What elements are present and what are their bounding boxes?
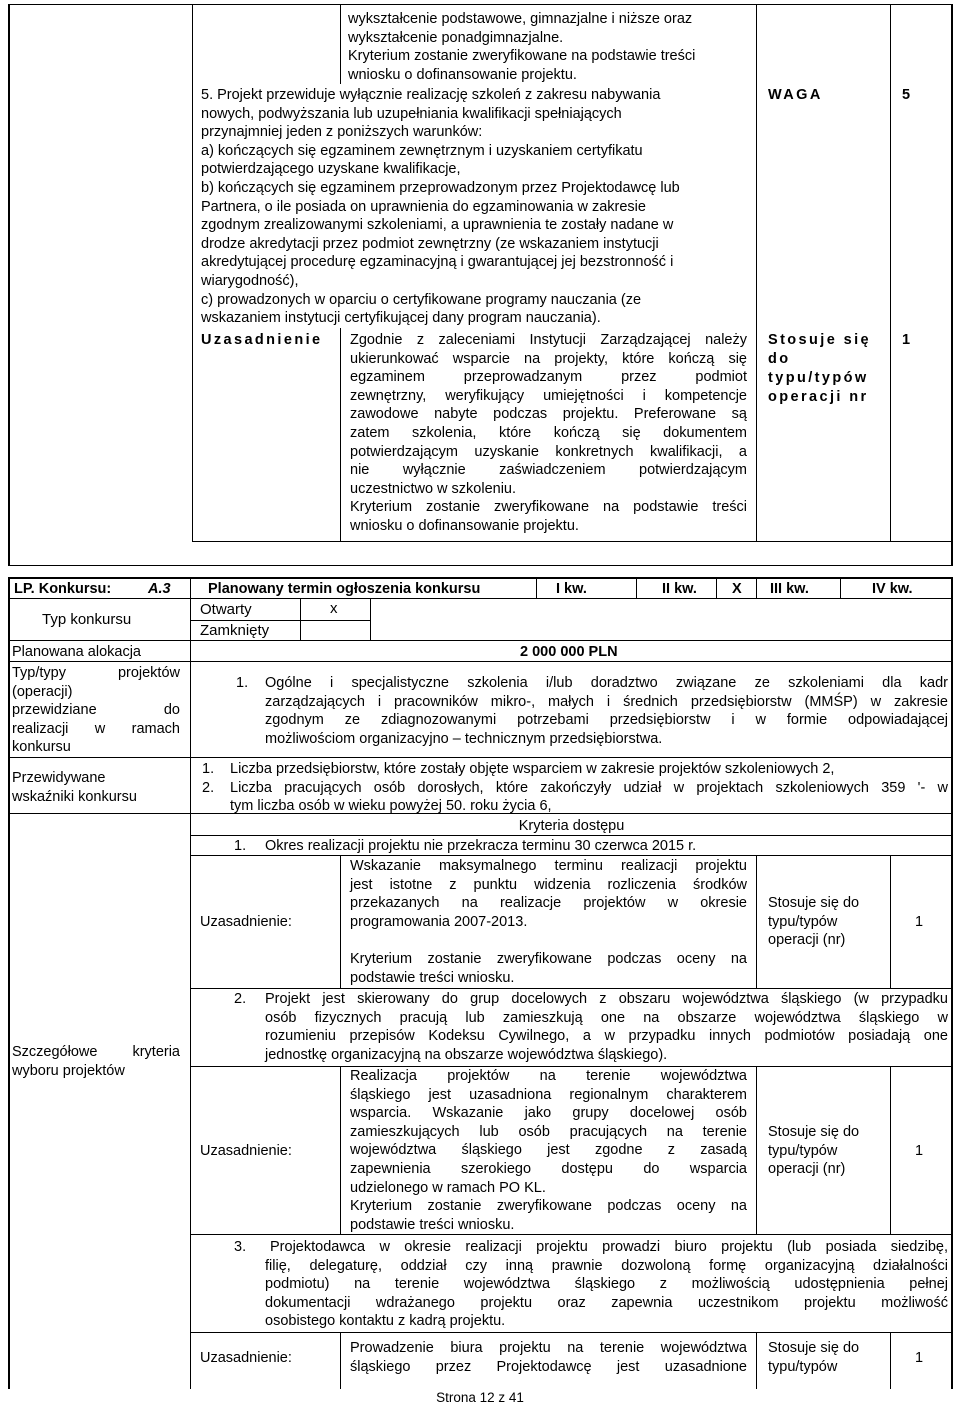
table-border xyxy=(190,620,370,621)
uzasadnienie-line: zewnętrzny, weryfikujący umiejętności i kompetencje xyxy=(350,387,747,404)
table-border xyxy=(756,1332,757,1389)
criterion-2-uzas-label: Uzasadnienie: xyxy=(200,1143,292,1159)
uzas-line: Kryterium zostanie zweryfikowane podczas oceny na xyxy=(350,1198,747,1215)
uzasadnienie-label: Uzasadnienie xyxy=(201,332,323,348)
typy-label-line: Typ/typy projektów xyxy=(12,665,180,681)
table-border xyxy=(890,1332,891,1389)
table-border xyxy=(192,4,193,84)
uzasadnienie-line: uczestnictwo w szkoleniu. xyxy=(350,480,517,497)
uzas-line: śląskiego przez Projektodawcę jest uzasadnione xyxy=(350,1358,747,1375)
uzas-line: podstawie treści wniosku. xyxy=(350,1216,515,1233)
stosuje-line: typu/typów xyxy=(768,1142,838,1159)
criterion-line: a) kończących się egzaminem zewnętrznym i uzyskaniem certyfikatu xyxy=(201,142,643,159)
criterion-3-stosuje xyxy=(768,1339,859,1376)
table-border xyxy=(951,577,953,1389)
criterion-line: nowych, podwyższania lub uzupełniania kwalifikacji spełniających xyxy=(201,105,622,122)
criterion-1-stosuje xyxy=(768,894,859,950)
stosuje-line: operacji (nr) xyxy=(768,1161,846,1178)
criterion-line: podmiotu) na terenie województwa śląskiego z możliwością udostępnienia pełnej xyxy=(265,1276,948,1293)
uzas-line xyxy=(350,931,747,950)
table-border xyxy=(192,84,193,542)
uzasadnienie-line: potwierdzającym uzyskanie konkretnych kwalifikacji, a xyxy=(350,443,747,460)
table-border xyxy=(8,4,953,5)
table-border xyxy=(190,641,191,1389)
lp-label: LP. Konkursu: xyxy=(14,581,112,597)
stosuje-label xyxy=(768,331,871,407)
criterion-line: drodze akredytacji przez podmiot zewnętrzny (ze wskazaniem instytucji xyxy=(201,235,659,252)
uzasadnienie-text xyxy=(350,331,747,536)
uzas-line: Prowadzenie biura projektu na terenie województwa xyxy=(350,1340,747,1356)
criterion-1-text: Okres realizacji projektu nie przekracza terminu 30 czerwca 2015 r. xyxy=(265,838,697,854)
typy-label xyxy=(12,664,180,757)
criterion-line: Projektodawca w okresie realizacji projektu prowadzi biuro projektu (lub posiada siedzibę, xyxy=(270,1239,948,1255)
table-border xyxy=(840,577,841,599)
criterion-line: zgodnym zrealizowanymi szkoleniami, a uprawnienia te zostały nadane w xyxy=(201,217,674,234)
waga-value: 5 xyxy=(902,87,911,103)
table-border xyxy=(340,328,341,541)
quarter-2: II kw. xyxy=(662,581,697,597)
uzasadnienie-line: nie wyłącznie zaświadczeniem potwierdzającym xyxy=(350,462,747,479)
criterion-2-text xyxy=(265,990,948,1064)
typy-item-line: zarządzających i pracowników mikro-, małych i średnich przedsiębiorstw (MMŚP) w zakresie xyxy=(265,693,948,710)
typy-label-line: przewidziane do xyxy=(12,702,180,719)
uzasadnienie-line: zawodowe nabyte podczas projektu. Preferowane są xyxy=(350,406,747,423)
uzas-line: Realizacja projektów na terenie województwa xyxy=(350,1068,747,1084)
criterion-1-uzas-label: Uzasadnienie: xyxy=(200,914,292,930)
uzas-line: jest istotne z punktu widzenia rozliczenia środków xyxy=(350,876,747,893)
typy-label-line: konkursu xyxy=(12,739,71,756)
stosuje-line: typu/typów xyxy=(768,370,869,386)
uzas-line: zamieszkujących lub osób pracujących na terenie xyxy=(350,1123,747,1140)
table-border xyxy=(890,1066,891,1234)
uzasadnienie-line: wniosku o dofinansowanie projektu. xyxy=(350,517,579,534)
criterion-2-stosuje xyxy=(768,1123,859,1179)
table-border xyxy=(190,1332,953,1333)
criterion-1-num: 1. xyxy=(234,838,247,854)
table-border xyxy=(190,577,191,599)
criterion-2-stosuje-value: 1 xyxy=(915,1143,924,1159)
uzas-line: udzielonego w ramach PO KL. xyxy=(350,1179,546,1196)
table-border xyxy=(8,4,10,566)
uzas-line: wsparcia. Wskazanie jako grupy docelowej osób xyxy=(350,1105,747,1122)
criterion-3-stosuje-value: 1 xyxy=(915,1350,924,1366)
criterion-3-num: 3. xyxy=(234,1239,247,1255)
criterion-line: c) prowadzonych w oparciu o certyfikowane programy nauczania (ze xyxy=(201,291,642,308)
stosuje-line: Stosuje się do xyxy=(768,1340,860,1356)
wskazniki-label-line: wskaźniki konkursu xyxy=(12,788,137,805)
stosuje-line: typu/typów xyxy=(768,913,838,930)
criterion-line: filię, delegaturę, oddział czy inną prawnie dozwoloną formę organizacyjną działalności xyxy=(265,1257,948,1274)
typy-item-text xyxy=(265,674,948,748)
criterion-1-uzas-text xyxy=(350,857,747,987)
kryteria-label-line: wyboru projektów xyxy=(12,1062,125,1079)
quarter-3: III kw. xyxy=(770,581,809,597)
uzas-line: zapewnienia szerokiego dostępu do wsparcia xyxy=(350,1160,747,1177)
wskazniki-list xyxy=(202,760,948,816)
uzas-line: województwa śląskiego jest zgodne z zasadą xyxy=(350,1142,747,1159)
criterion-line: wiarygodność), xyxy=(201,272,299,289)
stosuje-line: operacji nr xyxy=(768,389,869,405)
table-border xyxy=(8,577,10,1389)
table-border xyxy=(340,855,341,988)
table-border xyxy=(340,1066,341,1234)
table-border xyxy=(756,855,757,988)
uzasadnienie-line: egzaminem przeprowadzanym przez podmiot xyxy=(350,369,747,386)
criterion-line: Projekt jest skierowany do grup docelowych z obszaru województwa śląskiego (w przypadku xyxy=(265,991,948,1007)
uzasadnienie-line: zatem szkolenia, które kończą się dokumentem xyxy=(350,424,747,441)
page-footer: Strona 12 z 41 xyxy=(436,1390,524,1405)
table-border xyxy=(890,855,891,988)
criterion-line: jednostkę organizacyjną na obszarze województwa śląskiego). xyxy=(265,1046,668,1063)
criterion-line: Partnera, o ile posiada on uprawnienia do egzaminowania w zakresie xyxy=(201,198,646,215)
table-border xyxy=(636,577,637,599)
carryover-line: wykształcenie ponadgimnazjalne. xyxy=(348,29,564,46)
uzasadnienie-line: ukierunkować wsparcie na projekty, które kończą się xyxy=(350,350,747,367)
criterion-line: osób fizycznych pracują lub zamieszkują one na obszarze województwa śląskiego w xyxy=(265,1009,948,1026)
table-border xyxy=(8,565,953,566)
criterion-line: osobistego kontaktu z kadrą projektu. xyxy=(265,1313,506,1330)
criterion-3-text xyxy=(265,1238,948,1331)
zamkniety-label: Zamknięty xyxy=(200,622,270,639)
quarter-mark: X xyxy=(732,581,742,597)
carryover-line: Kryterium zostanie zweryfikowane na podstawie treści xyxy=(348,48,696,65)
quarter-4: IV kw. xyxy=(872,581,913,597)
table-border xyxy=(756,4,757,541)
criterion-line: b) kończących się egzaminem przeprowadzonym przez Projektodawcę lub xyxy=(201,179,680,196)
typ-label: Typ konkursu xyxy=(42,611,132,628)
criterion-2-uzas-text xyxy=(350,1067,747,1234)
table-border xyxy=(951,4,953,566)
criterion-3-uzas-text xyxy=(350,1339,747,1376)
typy-item-line: Ogólne i specjalistyczne szkolenia i/lub doradztwo związane ze szkoleniami dla kadr xyxy=(265,675,948,691)
uzasadnienie-line: Kryterium zostanie zweryfikowane na podstawie treści xyxy=(350,499,747,516)
otwarty-label: Otwarty xyxy=(200,601,252,618)
wskaznik-num: 1. xyxy=(202,761,215,777)
uzas-line: Wskazanie maksymalnego terminu realizacji projektu xyxy=(350,858,747,874)
termin-label: Planowany termin ogłoszenia konkursu xyxy=(208,581,481,597)
table-border xyxy=(340,4,341,84)
table-border xyxy=(890,4,891,541)
table-border xyxy=(8,757,953,758)
wskazniki-label-line: Przewidywane xyxy=(12,770,106,786)
kryteria-label-line: Szczegółowe kryteria xyxy=(12,1044,180,1060)
criterion-line: rozumieniu przepisów Kodeksu Cywilnego, a w przypadku innych podmiotów posiadają one xyxy=(265,1028,948,1045)
wskaznik-item-cont xyxy=(202,797,948,816)
stosuje-value: 1 xyxy=(902,332,911,348)
wskazniki-label xyxy=(12,769,137,806)
table-border xyxy=(192,541,951,542)
table-border xyxy=(340,1332,341,1389)
carryover-line: wniosku o dofinansowanie projektu. xyxy=(348,66,577,83)
typy-item-line: zgodnym ze zdiagnozowanymi potrzebami przedsiębiorstw i w formie odpowiadającej xyxy=(265,712,948,729)
stosuje-line: typu/typów xyxy=(768,1358,838,1375)
uzas-line: programowania 2007-2013. xyxy=(350,913,528,930)
criterion-line: 5. Projekt przewiduje wyłącznie realizację szkoleń z zakresu nabywania xyxy=(201,87,661,103)
criterion-line: przynajmniej jeden z poniższych warunków: xyxy=(201,124,483,141)
criterion-line: akredytującej procedurę egzaminacyjną i gwarantującej jej bezstronność i xyxy=(201,254,674,271)
typy-item-line: możliwościom organizacyjno – technicznym przedsiębiorstwa. xyxy=(265,730,663,747)
wskaznik-item xyxy=(202,779,948,798)
waga-label: WAGA xyxy=(768,87,823,103)
table-border xyxy=(8,577,953,579)
kryteria-label xyxy=(12,1043,180,1080)
quarter-1: I kw. xyxy=(556,581,587,597)
table-border xyxy=(8,640,953,641)
stosuje-line: Stosuje się xyxy=(768,332,871,348)
table-border xyxy=(756,577,757,599)
criterion-line: wskazaniem instytucji certyfikującej dany program nauczania). xyxy=(201,310,601,327)
criterion-line: dokumentacji wdrażanego projektu oraz zapewnia uczestnikom projektu możliwość xyxy=(265,1294,948,1311)
criterion-2-num: 2. xyxy=(234,991,247,1007)
stosuje-line: Stosuje się do xyxy=(768,895,860,911)
typy-label-line: (operacji) xyxy=(12,683,73,700)
criterion-3-uzas-label: Uzasadnienie: xyxy=(200,1350,292,1366)
uzas-line: śląskiego jest uzasadniona regionalnym charakterem xyxy=(350,1086,747,1103)
carryover-text xyxy=(348,10,748,84)
uzas-line: Kryterium zostanie zweryfikowane podczas oceny na xyxy=(350,950,747,967)
stosuje-line: Stosuje się do xyxy=(768,1124,860,1140)
typy-label-line: realizacji w ramach xyxy=(12,720,180,737)
wskaznik-line: tym liczba osób w wieku powyżej 50. roku życia 6, xyxy=(230,798,552,815)
criterion-1-stosuje-value: 1 xyxy=(915,914,924,930)
stosuje-line: do xyxy=(768,351,791,367)
wskaznik-num: 2. xyxy=(202,779,215,796)
table-border xyxy=(756,1066,757,1234)
uzas-line: podstawie treści wniosku. xyxy=(350,969,515,986)
uzas-line: przekazanych na realizacje projektów w okresie xyxy=(350,895,747,912)
table-border xyxy=(716,577,717,599)
criterion-line: potwierdzającego uzyskane kwalifikacje, xyxy=(201,161,461,178)
lp-value: A.3 xyxy=(148,581,171,597)
alokacja-value: 2 000 000 PLN xyxy=(520,644,618,660)
typy-item-num: 1. xyxy=(236,675,249,691)
table-border xyxy=(190,988,953,989)
table-border xyxy=(8,661,953,662)
stosuje-line: operacji (nr) xyxy=(768,932,846,949)
criterion-5 xyxy=(201,86,751,328)
table-border xyxy=(536,577,537,599)
wskaznik-line: Liczba przedsiębiorstw, które zostały objęte wsparciem w zakresie projektów szkoleniowych 2, xyxy=(230,761,835,777)
carryover-line: wykształcenie podstawowe, gimnazjalne i niższe oraz xyxy=(348,11,693,27)
kryteria-heading: Kryteria dostępu xyxy=(518,818,625,834)
wskaznik-item xyxy=(202,760,948,779)
wskaznik-line: Liczba pracujących osób dorosłych, które zakończyły udział w projektach szkoleniowych 359 '- w xyxy=(230,779,948,796)
table-border xyxy=(370,599,371,641)
alokacja-label: Planowana alokacja xyxy=(12,644,141,660)
uzasadnienie-line: Zgodnie z zaleceniami Instytucji Zarządzającej należy xyxy=(350,332,747,348)
otwarty-mark: x xyxy=(330,600,338,617)
